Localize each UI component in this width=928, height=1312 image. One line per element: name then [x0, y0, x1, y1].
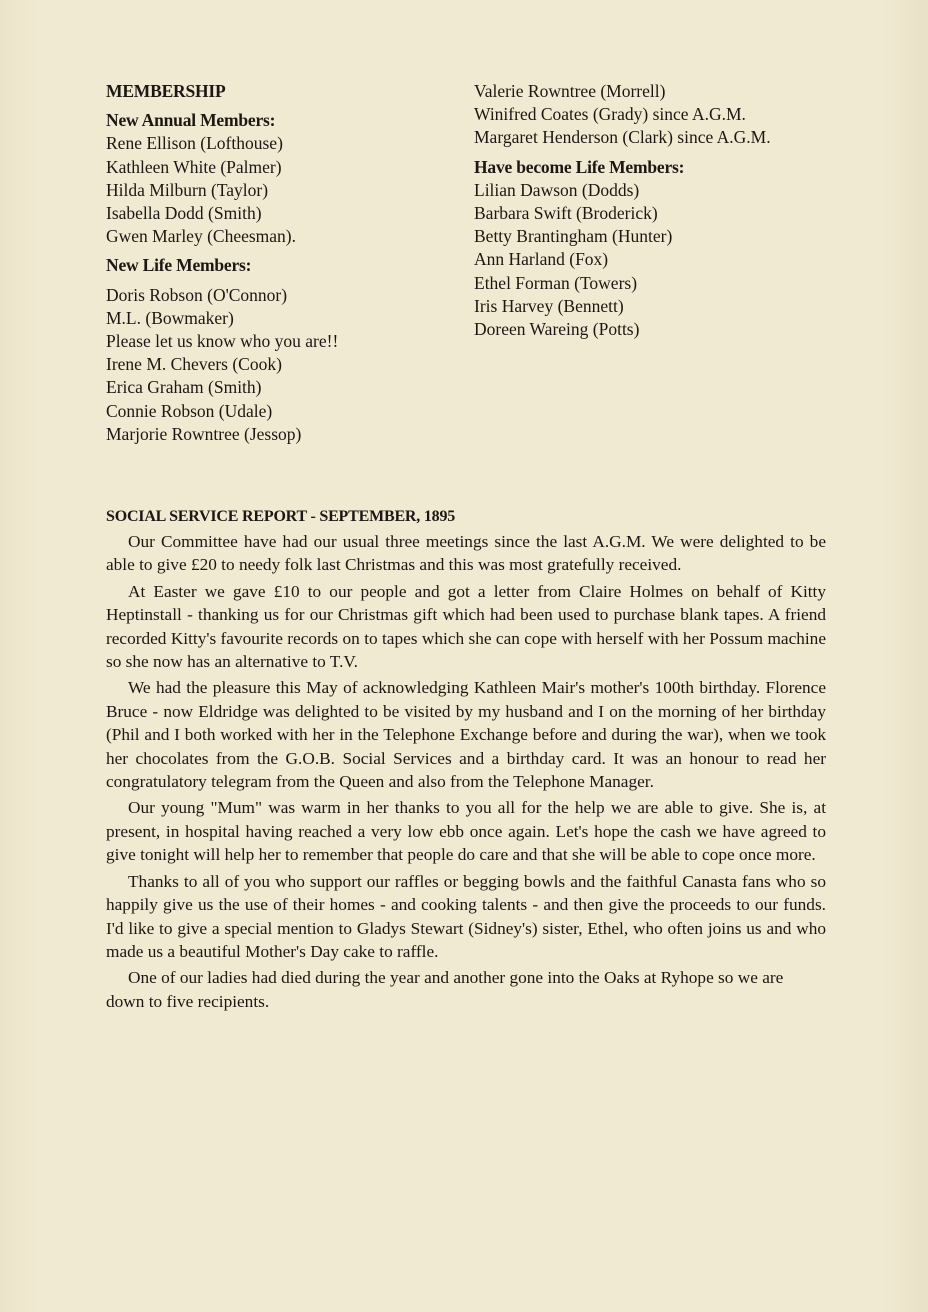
list-item: Lilian Dawson (Dodds)	[474, 179, 640, 200]
list-item: Barbara Swift (Broderick)	[474, 203, 658, 224]
report-paragraph: Our young "Mum" was warm in her thanks to you all for the help we are able to give. She is, at present, in hospital having reached a very low ebb once again. Let's hope the cash we have agreed to give tonight will help her to remember that people do care and that she will be able to cope once more.	[106, 798, 826, 865]
report-paragraph: We had the pleasure this May of acknowledging Kathleen Mair's mother's 100th birthday. Florence Bruce - now Eldridge was delighted to be visited by my husband and I on the morning of her birthday (Phil and I both worked with her in the Telephone Exchange before and during the war), when we took her chocolates from the G.O.B. Social Services and a birthday card. It was an honour to read her congratulatory telegram from the Queen and also from the Telephone Manager.	[106, 678, 826, 792]
membership-heading: MEMBERSHIP	[106, 81, 226, 101]
list-item: Erica Graham (Smith)	[106, 377, 262, 398]
new-life-members-heading: New Life Members:	[106, 255, 252, 276]
list-item: Valerie Rowntree (Morrell)	[474, 81, 666, 101]
new-annual-members-heading: New Annual Members:	[106, 110, 276, 131]
membership-left-column	[106, 80, 466, 446]
list-item: Irene M. Chevers (Cook)	[106, 354, 282, 375]
list-item: Rene Ellison (Lofthouse)	[106, 133, 283, 154]
list-item: M.L. (Bowmaker)	[106, 307, 234, 328]
list-item: Hilda Milburn (Taylor)	[106, 179, 269, 200]
report-paragraph: One of our ladies had died during the year and another gone into the Oaks at Ryhope so we are down to five recipients.	[106, 968, 784, 1011]
list-item: Connie Robson (Udale)	[106, 400, 273, 421]
list-item: Doris Robson (O'Connor)	[106, 284, 288, 305]
list-item: Please let us know who you are!!	[106, 331, 339, 352]
list-item: Kathleen White (Palmer)	[106, 156, 282, 177]
report-paragraph: At Easter we gave £10 to our people and got a letter from Claire Holmes on behalf of Kitty Heptinstall - thanking us for our Christmas gift which had been used to purchase blank tapes. A friend recorded Kitty's favourite records on to tapes which she can cope with herself with her Possum machine so she now has an alternative to T.V.	[106, 581, 826, 672]
list-item: Doreen Wareing (Potts)	[474, 319, 640, 340]
social-service-report	[106, 508, 826, 1016]
report-heading: SOCIAL SERVICE REPORT - SEPTEMBER, 1895	[106, 508, 456, 525]
list-item: Iris Harvey (Bennett)	[474, 295, 624, 316]
membership-right-column	[474, 80, 854, 341]
list-item: Betty Brantingham (Hunter)	[474, 226, 673, 247]
report-paragraph: Thanks to all of you who support our raffles or begging bowls and the faithful Canasta fans who so happily give us the use of their homes - and cooking talents - and then give the proceeds to our funds. I'd like to give a special mention to Gladys Stewart (Sidney's) sister, Ethel, who often joins us and who made us a beautiful Mother's Day cake to raffle.	[106, 871, 826, 961]
list-item: Ann Harland (Fox)	[474, 249, 609, 270]
report-paragraph: Our Committee have had our usual three meetings since the last A.G.M. We were delighted to be able to give £20 to needy folk last Christmas and this was most gratefully received.	[106, 532, 826, 575]
list-item: Ethel Forman (Towers)	[474, 272, 638, 293]
list-item: Margaret Henderson (Clark) since A.G.M.	[474, 127, 771, 148]
list-item: Isabella Dodd (Smith)	[106, 203, 262, 224]
become-life-members-heading: Have become Life Members:	[474, 156, 685, 177]
list-item: Gwen Marley (Cheesman).	[106, 226, 297, 247]
list-item: Marjorie Rowntree (Jessop)	[106, 423, 302, 444]
list-item: Winifred Coates (Grady) since A.G.M.	[474, 104, 746, 125]
